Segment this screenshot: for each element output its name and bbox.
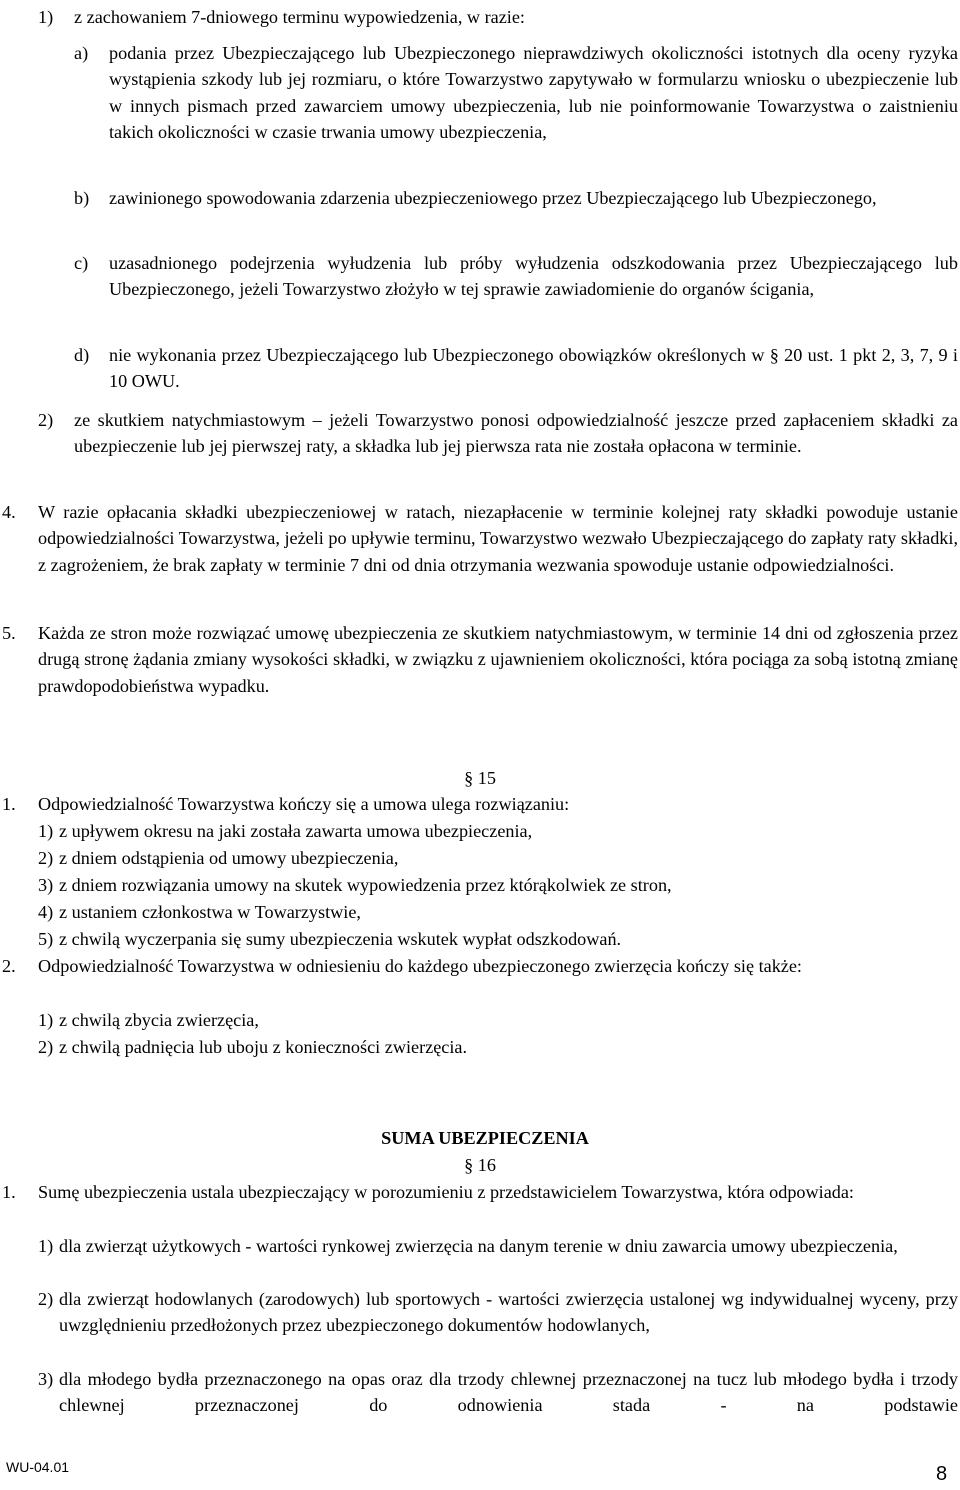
paragraph-number: 2.	[2, 956, 16, 976]
numbered-paragraph	[2, 791, 958, 817]
paragraph-number: 1.	[2, 1182, 16, 1202]
paragraph-text: Sumę ubezpieczenia ustala ubezpieczający w porozumieniu z przedstawicielem Towarzystwa, która odpowiada:	[38, 1182, 854, 1202]
item-text: dla młodego bydła przeznaczonego na opas oraz dla trzody chlewnej przeznaczonej na tucz lub młodego bydła i trzody chlewnej przeznaczonej do odnowienia stada - na podstawie	[59, 1369, 958, 1416]
item-number: 1)	[38, 1236, 54, 1256]
list-item	[38, 845, 938, 871]
list-item	[38, 872, 938, 898]
list-item	[74, 250, 958, 303]
item-label: c)	[74, 253, 89, 273]
section-heading: § 15	[464, 768, 496, 788]
item-text: z zachowaniem 7-dniowego terminu wypowiedzenia, w razie:	[74, 7, 525, 27]
item-text: podania przez Ubezpieczającego lub Ubezpieczonego nieprawdziwych okoliczności istotnych dla oceny ryzyka wystąpienia szkody lub jej rozmiaru, o które Towarzystwo zapytywało w formularzu wniosku o ubezpieczenie lub w innych pismach przed zawarciem umowy ubezpieczenia, lub nie poinformowanie Towarzystwa o zaistnieniu takich okoliczności w czasie trwania umowy ubezpieczenia,	[109, 43, 958, 143]
item-label: b)	[74, 188, 90, 208]
section-title: SUMA UBEZPIECZENIA	[381, 1128, 589, 1148]
item-number: 3)	[38, 1369, 54, 1389]
item-text: z chwilą padnięcia lub uboju z konieczności zwierzęcia.	[59, 1037, 468, 1057]
list-item	[38, 899, 938, 925]
section-heading: § 16	[464, 1155, 496, 1175]
paragraph-number: 5.	[2, 623, 16, 643]
list-item	[38, 1007, 938, 1033]
list-item	[74, 185, 958, 211]
page-number: 8	[936, 1463, 948, 1485]
list-item	[74, 342, 958, 395]
item-number: 1)	[38, 1010, 54, 1030]
item-number: 3)	[38, 875, 54, 895]
item-text: z dniem rozwiązania umowy na skutek wypowiedzenia przez którąkolwiek ze stron,	[59, 875, 672, 895]
numbered-paragraph	[2, 620, 958, 699]
item-number: 1)	[38, 7, 54, 27]
item-text: ze skutkiem natychmiastowym – jeżeli Towarzystwo ponosi odpowiedzialność jeszcze przed zapłaceniem składki za ubezpieczenie lub jej pierwszej raty, a składka lub jej pierwsza rata nie została opłacona w terminie.	[74, 410, 958, 457]
list-item	[74, 40, 958, 146]
document-code: WU-04.01	[6, 1459, 70, 1475]
list-item	[38, 407, 958, 460]
list-item	[38, 1366, 958, 1419]
list-item	[38, 1233, 958, 1259]
paragraph-text: W razie opłacania składki ubezpieczeniowej w ratach, niezapłacenie w terminie kolejnej raty składki powoduje ustanie odpowiedzialności Towarzystwa, jeżeli po upływie terminu, Towarzystwo wezwało Ubezpieczającego do zapłaty raty składki, z zagrożeniem, że brak zapłaty w terminie 7 dni od dnia otrzymania wezwania spowoduje ustanie odpowiedzialności.	[38, 502, 958, 575]
numbered-paragraph	[2, 953, 958, 979]
item-text: uzasadnionego podejrzenia wyłudzenia lub próby wyłudzenia odszkodowania przez Ubezpieczającego lub Ubezpieczonego, jeżeli Towarzystwo złożyło w tej sprawie zawiadomienie do organów ścigania,	[109, 253, 958, 300]
numbered-paragraph	[2, 499, 958, 578]
paragraph-text: Każda ze stron może rozwiązać umowę ubezpieczenia ze skutkiem natychmiastowym, w terminie 14 dni od zgłoszenia przez drugą stronę żądania zmiany wysokości składki, w związku z ujawnieniem okoliczności, która pociąga za sobą istotną zmianę prawdopodobieństwa wypadku.	[38, 623, 958, 696]
item-label: a)	[74, 43, 89, 63]
item-number: 5)	[38, 929, 54, 949]
list-item	[38, 926, 938, 952]
item-text: z chwilą zbycia zwierzęcia,	[59, 1010, 259, 1030]
item-text: z upływem okresu na jaki została zawarta umowa ubezpieczenia,	[59, 821, 533, 841]
item-text: dla zwierząt użytkowych - wartości rynkowej zwierzęcia na danym terenie w dniu zawarcia umowy ubezpieczenia,	[59, 1236, 898, 1256]
paragraph-text: Odpowiedzialność Towarzystwa kończy się a umowa ulega rozwiązaniu:	[38, 794, 570, 814]
list-item	[38, 1286, 958, 1339]
item-text: z chwilą wyczerpania się sumy ubezpieczenia wskutek wypłat odszkodowań.	[59, 929, 622, 949]
item-number: 2)	[38, 410, 54, 430]
paragraph-number: 1.	[2, 794, 16, 814]
item-number: 2)	[38, 848, 54, 868]
item-text: dla zwierząt hodowlanych (zarodowych) lub sportowych - wartości zwierzęcia ustalonej wg indywidualnej wyceny, przy uwzględnieniu przedłożonych przez ubezpieczonego dokumentów hodowlanych,	[59, 1289, 958, 1336]
list-item	[38, 1034, 938, 1060]
list-item	[38, 818, 938, 844]
list-item	[38, 4, 918, 30]
paragraph-number: 4.	[2, 502, 16, 522]
numbered-paragraph	[2, 1179, 958, 1205]
item-text: z ustaniem członkostwa w Towarzystwie,	[59, 902, 361, 922]
item-number: 2)	[38, 1037, 54, 1057]
item-text: zawinionego spowodowania zdarzenia ubezpieczeniowego przez Ubezpieczającego lub Ubezpieczonego,	[109, 188, 877, 208]
item-text: nie wykonania przez Ubezpieczającego lub Ubezpieczonego obowiązków określonych w § 20 ust. 1 pkt 2, 3, 7, 9 i 10 OWU.	[109, 345, 958, 392]
item-number: 4)	[38, 902, 54, 922]
item-label: d)	[74, 345, 90, 365]
item-number: 2)	[38, 1289, 54, 1309]
paragraph-text: Odpowiedzialność Towarzystwa w odniesieniu do każdego ubezpieczonego zwierzęcia kończy się także:	[38, 956, 802, 976]
item-number: 1)	[38, 821, 54, 841]
item-text: z dniem odstąpienia od umowy ubezpieczenia,	[59, 848, 399, 868]
